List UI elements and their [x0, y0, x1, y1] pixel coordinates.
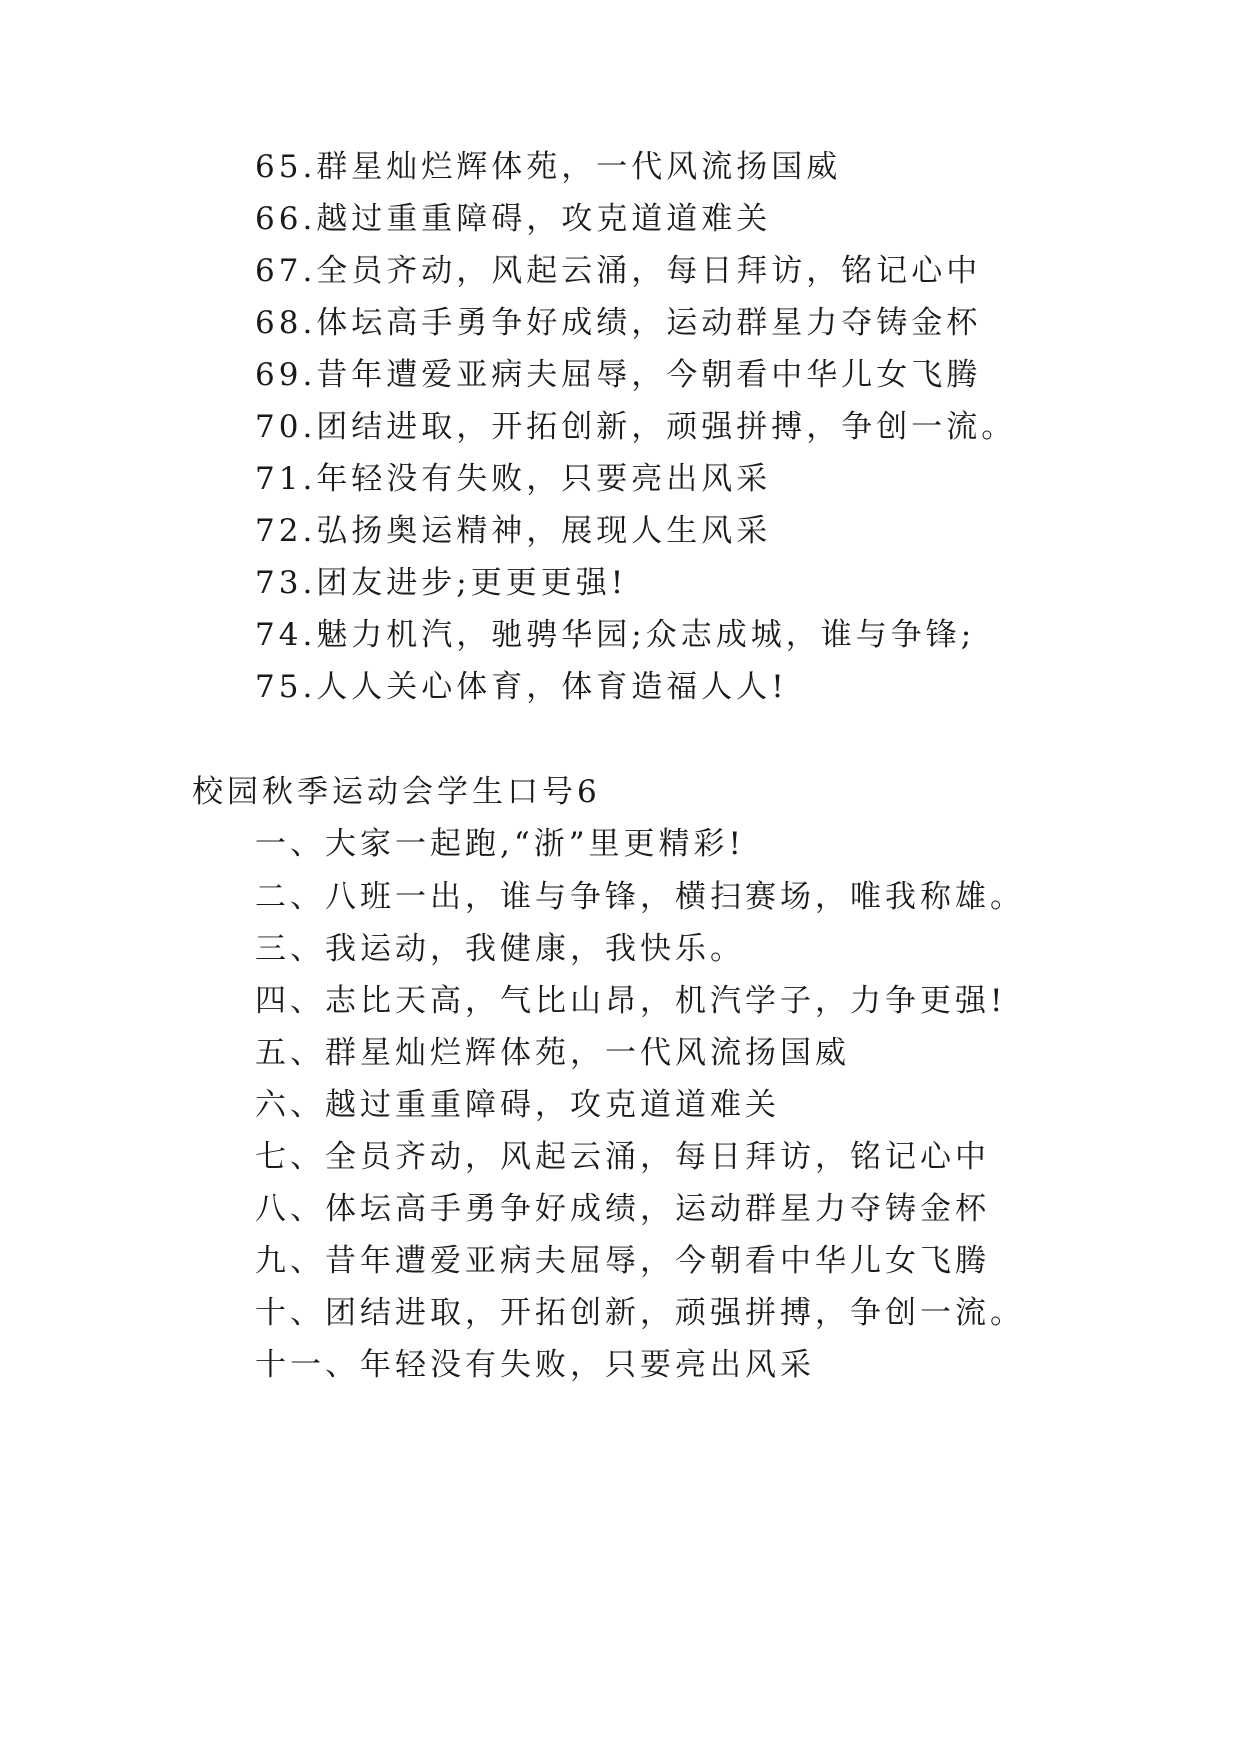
slogan-line-75: 75.人人关心体育，体育造福人人! [255, 669, 788, 705]
slogan-item-3: 三、我运动，我健康，我快乐。 [255, 931, 745, 967]
slogan-line-73: 73.团友进步;更更更强! [255, 565, 628, 601]
slogan-item-1: 一、大家一起跑,“浙”里更精彩! [255, 826, 746, 862]
slogan-item-10: 十、团结进取，开拓创新，顽强拼搏，争创一流。 [255, 1295, 1025, 1331]
slogan-item-9: 九、昔年遭爱亚病夫屈辱，今朝看中华儿女飞腾 [255, 1243, 990, 1279]
slogan-line-68: 68.体坛高手勇争好成绩，运动群星力夺铸金杯 [255, 305, 982, 341]
slogan-line-74: 74.魅力机汽，驰骋华园;众志成城，谁与争锋; [255, 617, 976, 653]
slogan-line-72: 72.弘扬奥运精神，展现人生风采 [255, 513, 772, 549]
section-title: 校园秋季运动会学生口号6 [192, 774, 601, 810]
slogan-item-4: 四、志比天高，气比山昂，机汽学子，力争更强! [255, 983, 1007, 1019]
slogan-item-5: 五、群星灿烂辉体苑，一代风流扬国威 [255, 1035, 850, 1071]
slogan-item-2: 二、八班一出，谁与争锋，横扫赛场，唯我称雄。 [255, 879, 1025, 915]
slogan-item-11: 十一、年轻没有失败，只要亮出风采 [255, 1347, 815, 1383]
slogan-line-71: 71.年轻没有失败，只要亮出风采 [255, 461, 772, 497]
slogan-line-69: 69.昔年遭爱亚病夫屈辱，今朝看中华儿女飞腾 [255, 357, 982, 393]
slogan-line-65: 65.群星灿烂辉体苑，一代风流扬国威 [255, 149, 842, 185]
slogan-item-6: 六、越过重重障碍，攻克道道难关 [255, 1087, 780, 1123]
slogan-line-66: 66.越过重重障碍，攻克道道难关 [255, 201, 772, 237]
slogan-item-7: 七、全员齐动，风起云涌，每日拜访，铭记心中 [255, 1139, 990, 1175]
slogan-item-8: 八、体坛高手勇争好成绩，运动群星力夺铸金杯 [255, 1191, 990, 1227]
slogan-line-67: 67.全员齐动，风起云涌，每日拜访，铭记心中 [255, 253, 982, 289]
slogan-line-70: 70.团结进取，开拓创新，顽强拼搏，争创一流。 [255, 409, 1017, 445]
